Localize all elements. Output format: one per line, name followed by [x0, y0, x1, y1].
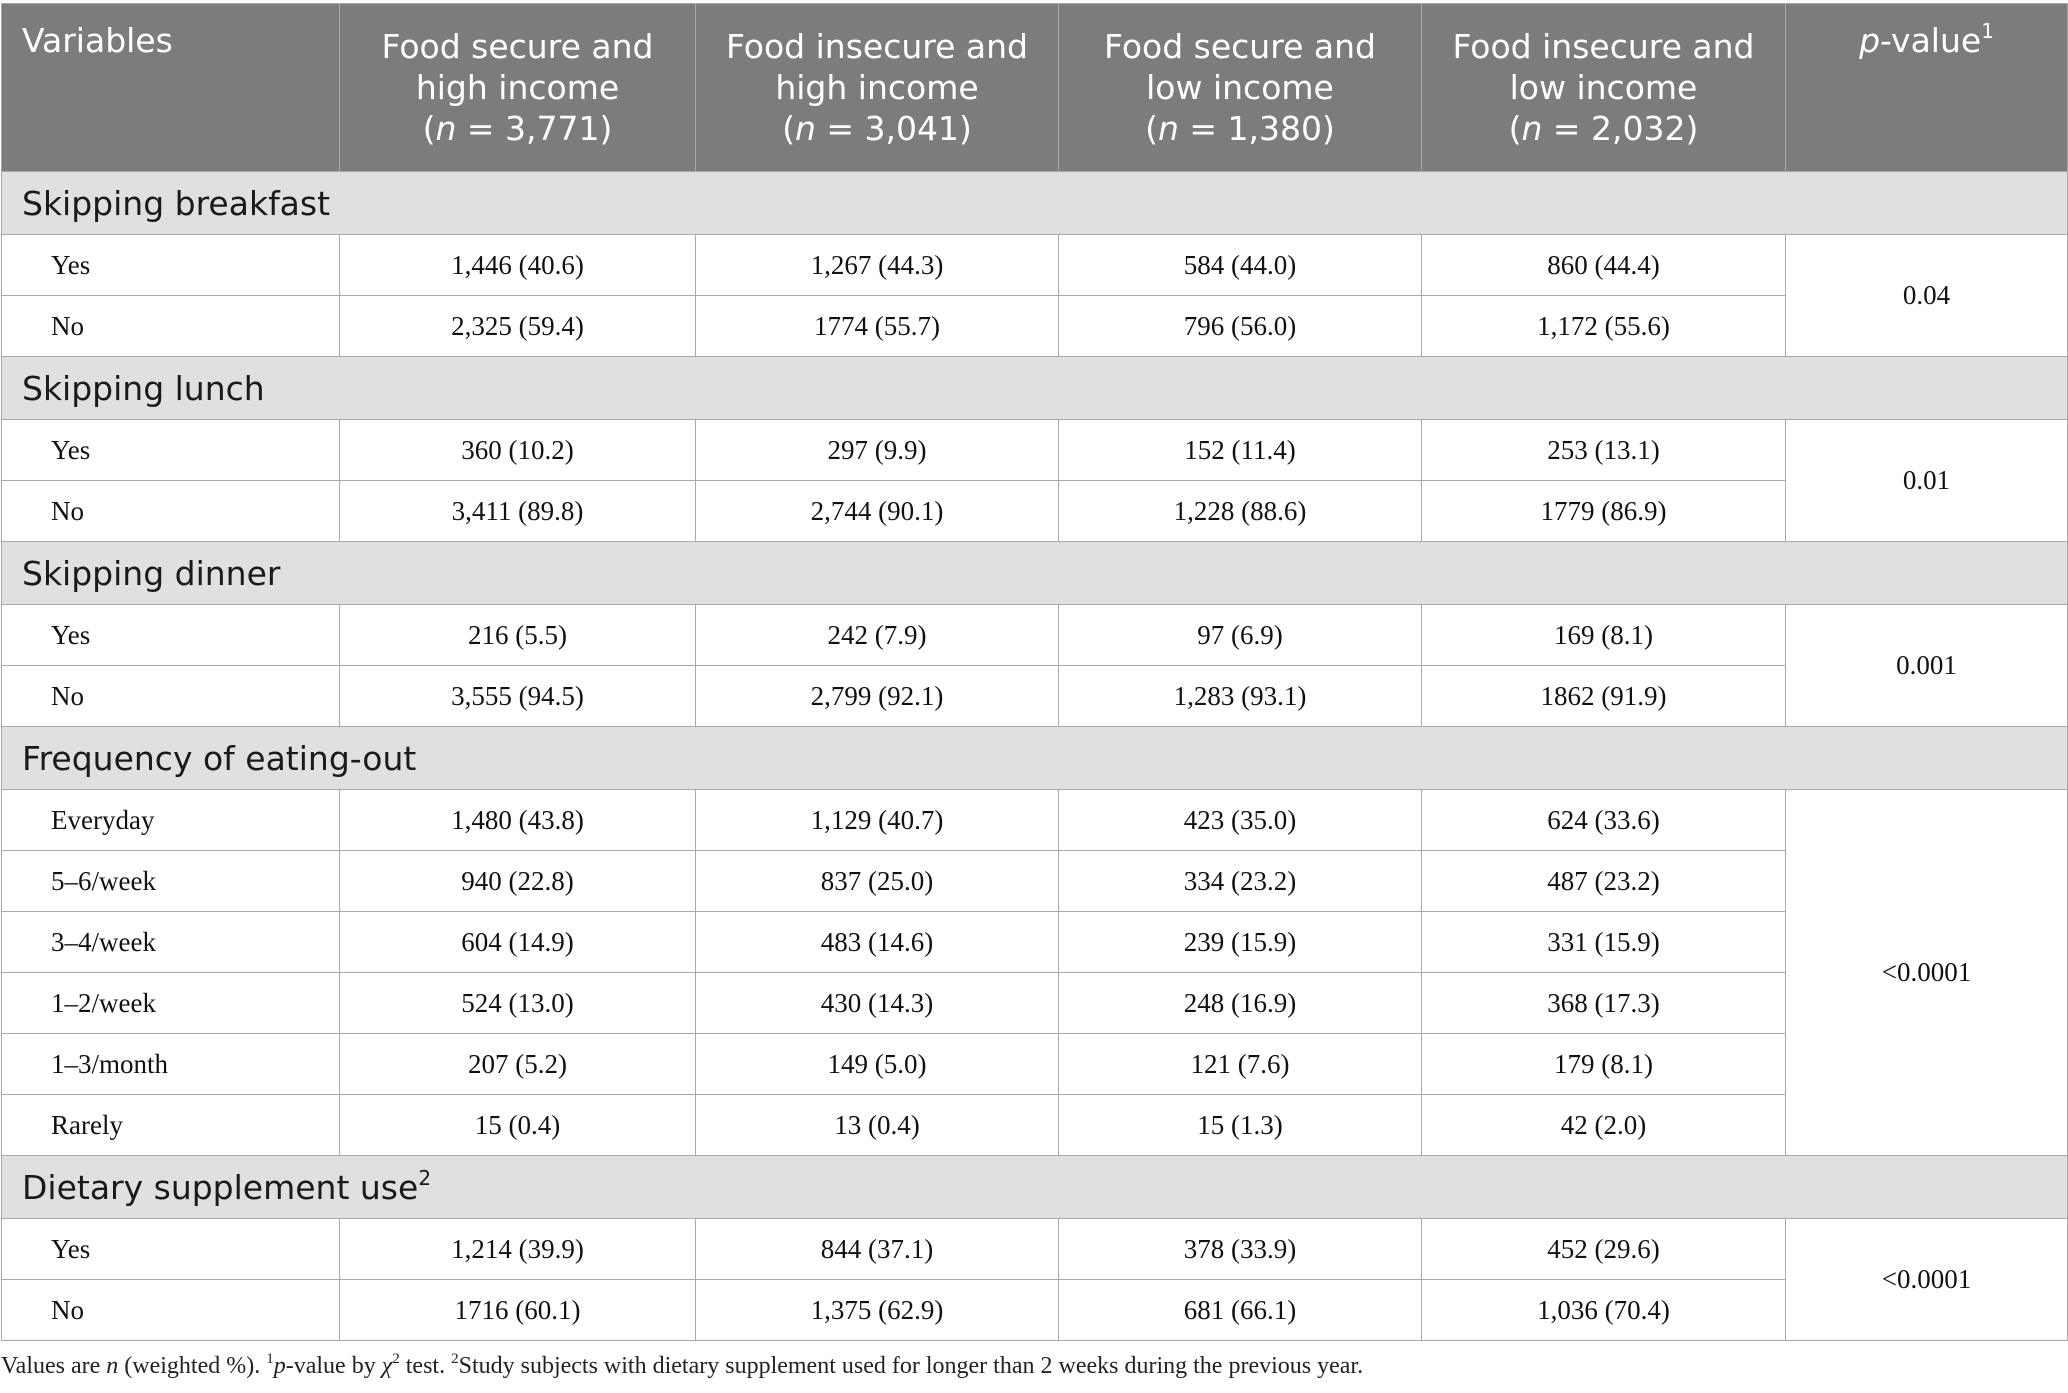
table-cell: 1,214 (39.9) — [340, 1219, 696, 1280]
table-cell: 2,325 (59.4) — [340, 296, 696, 357]
table-cell: 1,036 (70.4) — [1422, 1280, 1786, 1341]
table-cell: 2,744 (90.1) — [696, 481, 1059, 542]
table-cell: 584 (44.0) — [1059, 235, 1422, 296]
n-value: = 3,771) — [456, 109, 613, 148]
header-group-1 — [340, 4, 696, 172]
header-group-1-line1: Food secure and — [381, 27, 654, 66]
row-label: Rarely — [2, 1095, 340, 1156]
table-cell: 1,267 (44.3) — [696, 235, 1059, 296]
table-row — [2, 481, 2068, 542]
table-row — [2, 605, 2068, 666]
footnote-p-symbol: p — [273, 1353, 286, 1379]
footnote-n-symbol: n — [106, 1353, 119, 1379]
p-value-cell: 0.01 — [1786, 420, 2068, 542]
row-label: No — [2, 481, 340, 542]
table-cell: 487 (23.2) — [1422, 851, 1786, 912]
section-row — [2, 357, 2068, 420]
table-cell: 604 (14.9) — [340, 912, 696, 973]
header-variables: Variables — [2, 4, 340, 172]
table-cell: 121 (7.6) — [1059, 1034, 1422, 1095]
table-cell: 1862 (91.9) — [1422, 666, 1786, 727]
section-title-text: Skipping dinner — [22, 553, 281, 593]
p-value-cell: <0.0001 — [1786, 1219, 2068, 1341]
n-symbol: n — [435, 109, 457, 148]
p-symbol: p — [1859, 21, 1881, 60]
row-label: Yes — [2, 420, 340, 481]
table-cell: 430 (14.3) — [696, 973, 1059, 1034]
table-row — [2, 912, 2068, 973]
table-cell: 297 (9.9) — [696, 420, 1059, 481]
section-title-text: Skipping lunch — [22, 368, 265, 408]
footnote-marker: 2 — [418, 1165, 432, 1190]
header-group-1-line2: high income — [415, 68, 620, 107]
footnote-text: test. — [399, 1353, 452, 1379]
table-row — [2, 1034, 2068, 1095]
footnote-text: -value by — [285, 1353, 382, 1379]
section-title — [2, 542, 2068, 605]
table-cell: 334 (23.2) — [1059, 851, 1422, 912]
section-title — [2, 727, 2068, 790]
footnote-marker: 2 — [451, 1351, 459, 1367]
row-label: No — [2, 296, 340, 357]
table-cell: 3,555 (94.5) — [340, 666, 696, 727]
p-value-cell: <0.0001 — [1786, 790, 2068, 1156]
table-cell: 483 (14.6) — [696, 912, 1059, 973]
table-cell: 860 (44.4) — [1422, 235, 1786, 296]
table-cell: 524 (13.0) — [340, 973, 696, 1034]
row-label: No — [2, 1280, 340, 1341]
header-group-2 — [696, 4, 1059, 172]
footnote-marker: 1 — [1981, 19, 1994, 43]
table-cell: 1779 (86.9) — [1422, 481, 1786, 542]
table-cell: 1,446 (40.6) — [340, 235, 696, 296]
n-value: = 3,041) — [815, 109, 972, 148]
table-cell: 1,228 (88.6) — [1059, 481, 1422, 542]
header-group-2-line1: Food insecure and — [726, 27, 1028, 66]
table-cell: 1,172 (55.6) — [1422, 296, 1786, 357]
table-row — [2, 1219, 2068, 1280]
row-label: Everyday — [2, 790, 340, 851]
table-cell: 1716 (60.1) — [340, 1280, 696, 1341]
table-cell: 796 (56.0) — [1059, 296, 1422, 357]
section-title — [2, 172, 2068, 235]
row-label: 3–4/week — [2, 912, 340, 973]
header-group-4 — [1422, 4, 1786, 172]
table-cell: 940 (22.8) — [340, 851, 696, 912]
header-group-4-n: (n = 2,032) — [1508, 109, 1699, 148]
section-title-text: Skipping breakfast — [22, 183, 331, 223]
n-value: = 1,380) — [1178, 109, 1335, 148]
section-title-text: Dietary supplement use — [22, 1167, 419, 1207]
table-footnote — [1, 1353, 2068, 1380]
table-cell: 239 (15.9) — [1059, 912, 1422, 973]
table-cell: 179 (8.1) — [1422, 1034, 1786, 1095]
table-cell: 844 (37.1) — [696, 1219, 1059, 1280]
header-group-4-line1: Food insecure and — [1452, 27, 1755, 66]
table-cell: 207 (5.2) — [340, 1034, 696, 1095]
table-cell: 681 (66.1) — [1059, 1280, 1422, 1341]
footnote-chi-symbol: χ — [381, 1353, 393, 1379]
table-cell: 169 (8.1) — [1422, 605, 1786, 666]
footnote-marker: 1 — [266, 1351, 274, 1367]
table-cell: 1,480 (43.8) — [340, 790, 696, 851]
table-row — [2, 666, 2068, 727]
footnote-marker: 2 — [392, 1351, 400, 1367]
n-symbol: n — [1521, 109, 1543, 148]
table-cell: 1,283 (93.1) — [1059, 666, 1422, 727]
header-group-1-n: (n = 3,771) — [422, 109, 613, 148]
table-cell: 624 (33.6) — [1422, 790, 1786, 851]
table-body — [2, 172, 2068, 1341]
footnote-text: Study subjects with dietary supplement used for longer than 2 weeks during the previous year. — [458, 1353, 1364, 1379]
row-label: 1–3/month — [2, 1034, 340, 1095]
header-group-4-line2: low income — [1509, 68, 1698, 107]
table-cell: 452 (29.6) — [1422, 1219, 1786, 1280]
header-p-value — [1786, 4, 2068, 172]
table-cell: 149 (5.0) — [696, 1034, 1059, 1095]
n-symbol: n — [1157, 109, 1179, 148]
table-cell: 360 (10.2) — [340, 420, 696, 481]
row-label: 5–6/week — [2, 851, 340, 912]
header-group-3-line2: low income — [1146, 68, 1334, 107]
row-label: Yes — [2, 605, 340, 666]
table-cell: 3,411 (89.8) — [340, 481, 696, 542]
table-row — [2, 235, 2068, 296]
table-cell: 97 (6.9) — [1059, 605, 1422, 666]
table-row — [2, 1095, 2068, 1156]
section-row — [2, 727, 2068, 790]
header-group-3 — [1059, 4, 1422, 172]
table-row — [2, 296, 2068, 357]
row-label: 1–2/week — [2, 973, 340, 1034]
table-cell: 42 (2.0) — [1422, 1095, 1786, 1156]
table-row — [2, 1280, 2068, 1341]
section-title-text: Frequency of eating-out — [22, 738, 417, 778]
table-cell: 378 (33.9) — [1059, 1219, 1422, 1280]
row-label: Yes — [2, 1219, 340, 1280]
table-cell: 1774 (55.7) — [696, 296, 1059, 357]
footnote-text: Values are — [1, 1353, 107, 1379]
footnote-text: (weighted %). — [118, 1353, 267, 1379]
n-value: = 2,032) — [1542, 109, 1699, 148]
p-value-text: -value — [1880, 21, 1982, 60]
table-cell: 15 (0.4) — [340, 1095, 696, 1156]
table-cell: 13 (0.4) — [696, 1095, 1059, 1156]
table-cell: 15 (1.3) — [1059, 1095, 1422, 1156]
header-row — [2, 4, 2068, 172]
p-value-cell: 0.001 — [1786, 605, 2068, 727]
table-cell: 152 (11.4) — [1059, 420, 1422, 481]
section-title — [2, 357, 2068, 420]
table-cell: 242 (7.9) — [696, 605, 1059, 666]
section-title — [2, 1156, 2068, 1219]
section-row — [2, 542, 2068, 605]
table-cell: 368 (17.3) — [1422, 973, 1786, 1034]
p-value-cell: 0.04 — [1786, 235, 2068, 357]
table-cell: 331 (15.9) — [1422, 912, 1786, 973]
header-group-3-n: (n = 1,380) — [1145, 109, 1335, 148]
table-cell: 423 (35.0) — [1059, 790, 1422, 851]
table-cell: 248 (16.9) — [1059, 973, 1422, 1034]
table-cell: 1,375 (62.9) — [696, 1280, 1059, 1341]
table-cell: 2,799 (92.1) — [696, 666, 1059, 727]
header-group-3-line1: Food secure and — [1104, 27, 1376, 66]
header-group-2-line2: high income — [775, 68, 979, 107]
table-cell: 216 (5.5) — [340, 605, 696, 666]
n-symbol: n — [794, 109, 816, 148]
table-row — [2, 420, 2068, 481]
row-label: Yes — [2, 235, 340, 296]
section-row — [2, 1156, 2068, 1219]
table-row — [2, 851, 2068, 912]
table-cell: 253 (13.1) — [1422, 420, 1786, 481]
table-row — [2, 790, 2068, 851]
row-label: No — [2, 666, 340, 727]
header-group-2-n: (n = 3,041) — [782, 109, 972, 148]
table-row — [2, 973, 2068, 1034]
section-row — [2, 172, 2068, 235]
data-table — [1, 3, 2068, 1341]
table-cell: 837 (25.0) — [696, 851, 1059, 912]
table-cell: 1,129 (40.7) — [696, 790, 1059, 851]
